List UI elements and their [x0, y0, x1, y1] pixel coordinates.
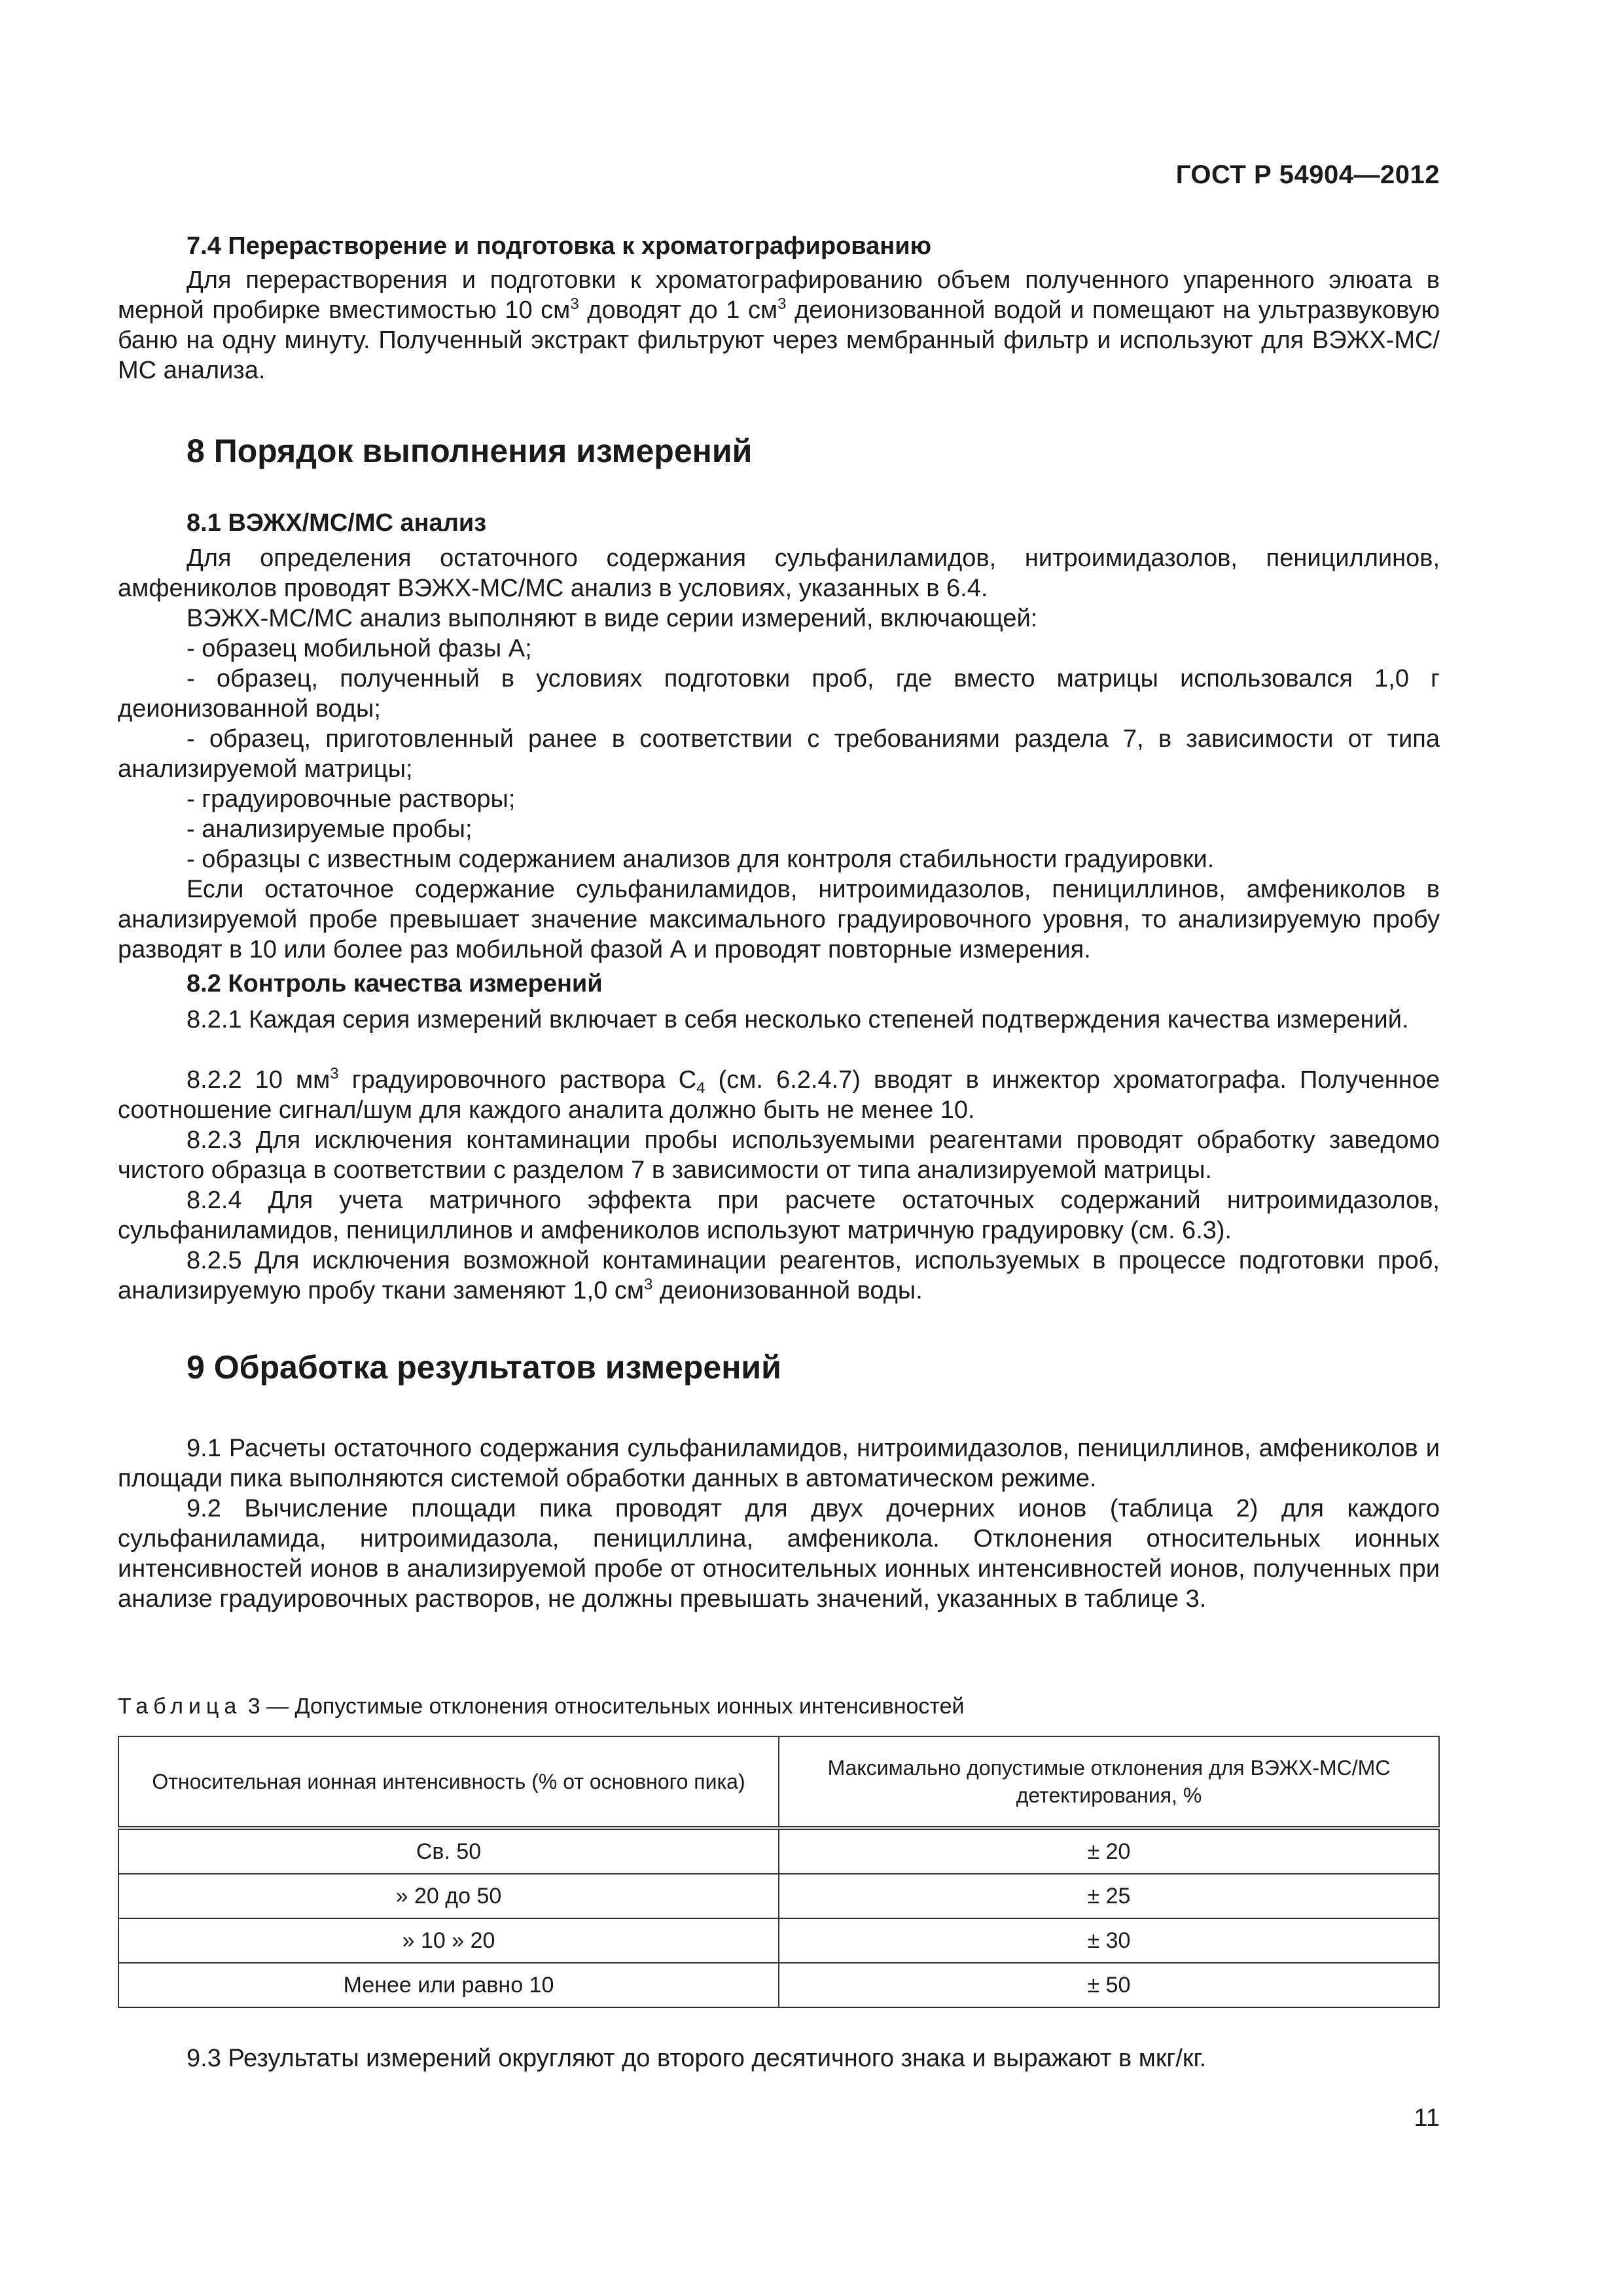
clause-8-2-1: 8.2.1 Каждая серия измерений включает в себя несколько степеней подтверждения качества измерений. [187, 1006, 1409, 1033]
document-id-header: ГОСТ Р 54904—2012 [1175, 160, 1440, 189]
page-number: 11 [1414, 2104, 1440, 2132]
deviation-cell: ± 50 [779, 1963, 1439, 2007]
section-8-1-paragraph-3: Если остаточное содержание сульфаниламидов, нитроимидазолов, пенициллинов, амфениколов в анализируемой пробе превышает значение максимального градуировочного уровня, то анализируемую пробу разводят в 10 или более раз мобильной фазой А и проводят повторные измерения. [118, 876, 1440, 963]
column-header-intensity: Относительная ионная интенсивность (% от основного пика) [118, 1736, 779, 1828]
clause-9-2: 9.2 Вычисление площади пика проводят для двух дочерних ионов (таблица 2) для каждого сульфаниламида, нитроимидазола, пенициллина, амфеникола. Отклонения относительных ионных интенсивностей ионов в анализируемой пробе от относительных ионных интенсивностей ионов, полученных при анализе градуировочных растворов, не должны превышать значений, указанных в таблице 3. [118, 1495, 1440, 1613]
clause-8-2-2: 8.2.2 10 $мм^3$ градуировочного раствора $С_4$ (см. 6.2.4.7) вводят в инжектор хроматографа. Полученное соотношение сигнал/шум для каждого аналита должно быть не менее 10. [118, 1065, 1440, 1124]
table-row [118, 1963, 1439, 2007]
clause-8-2-4: 8.2.4 Для учета матричного эффекта при расчете остаточных содержаний нитроимидазолов, сульфаниламидов, пенициллинов и амфениколов используют матричную градуировку (см. 6.3). [118, 1187, 1440, 1244]
intensity-cell: » 10 » 20 [118, 1918, 779, 1963]
section-8-title: 8 Порядок выполнения измерений [187, 433, 753, 469]
series-item-2: - образец, полученный в условиях подготовки проб, где вместо матрицы использовался 1,0 г деионизованной воды; [118, 665, 1440, 723]
table-row [118, 1828, 1439, 1874]
section-7-4-title: 7.4 Перерастворение и подготовка к хроматографированию [187, 232, 932, 260]
series-item-3: - образец, приготовленный ранее в соответствии с требованиями раздела 7, в зависимости от типа анализируемой матрицы; [118, 725, 1440, 783]
series-item-1: - образец мобильной фазы А; [187, 635, 532, 662]
clause-8-2-3: 8.2.3 Для исключения контаминации пробы используемыми реагентами проводят обработку заведомо чистого образца в соответствии с разделом 7 в зависимости от типа анализируемой матрицы. [118, 1126, 1440, 1184]
deviation-cell: ± 30 [779, 1918, 1439, 1963]
series-item-6: - образцы с известным содержанием анализов для контроля стабильности градуировки. [187, 846, 1215, 873]
section-8-1-title: 8.1 ВЭЖХ/МС/МС анализ [187, 509, 487, 537]
table-3-caption: Таблица 3 — Допустимые отклонения относительных ионных интенсивностей [118, 1694, 965, 1719]
table-row [118, 1918, 1439, 1963]
intensity-cell: » 20 до 50 [118, 1874, 779, 1918]
column-header-deviation: Максимально допустимые отклонения для ВЭЖХ-МС/МС детектирования, % [779, 1736, 1439, 1828]
table-header-row [118, 1736, 1439, 1828]
clause-9-1: 9.1 Расчеты остаточного содержания сульфаниламидов, нитроимидазолов, пенициллинов, амфениколов и площади пика выполняются системой обработки данных в автоматическом режиме. [118, 1435, 1440, 1492]
intensity-cell: Менее или равно 10 [118, 1963, 779, 2007]
section-8-2-title: 8.2 Контроль качества измерений [187, 970, 603, 997]
section-9-title: 9 Обработка результатов измерений [187, 1349, 781, 1386]
section-7-4-paragraph: Для перерастворения и подготовки к хроматографированию объем полученного упаренного элюата в мерной пробирке вместимостью 10 $см^3$ доводят до 1 $см^3$ деионизованной водой и помещают на ультразвуковую баню на одну минуту. Полученный экстракт фильтруют через мембранный фильтр и используют для ВЭЖХ-МС/МС анализа. [118, 266, 1440, 384]
series-item-4: - градуировочные растворы; [187, 785, 516, 813]
table-row [118, 1874, 1439, 1918]
section-8-1-paragraph-1: Для определения остаточного содержания сульфаниламидов, нитроимидазолов, пенициллинов, амфениколов проводят ВЭЖХ-МС/МС анализ в условиях, указанных в 6.4. [118, 545, 1440, 602]
section-8-1-paragraph-2: ВЭЖХ-МС/МС анализ выполняют в виде серии измерений, включающей: [187, 605, 1038, 632]
series-item-5: - анализируемые пробы; [187, 816, 473, 843]
clause-8-2-5: 8.2.5 Для исключения возможной контаминации реагентов, используемых в процессе подготовки проб, анализируемую пробу ткани заменяют 1,0 $см^3$ деионизованной воды. [118, 1247, 1440, 1304]
deviation-cell: ± 25 [779, 1874, 1439, 1918]
table-3 [118, 1736, 1440, 2008]
deviation-cell: ± 20 [779, 1828, 1439, 1874]
clause-9-3: 9.3 Результаты измерений округляют до второго десятичного знака и выражают в мкг/кг. [187, 2045, 1207, 2072]
intensity-cell: Св. 50 [118, 1828, 779, 1874]
